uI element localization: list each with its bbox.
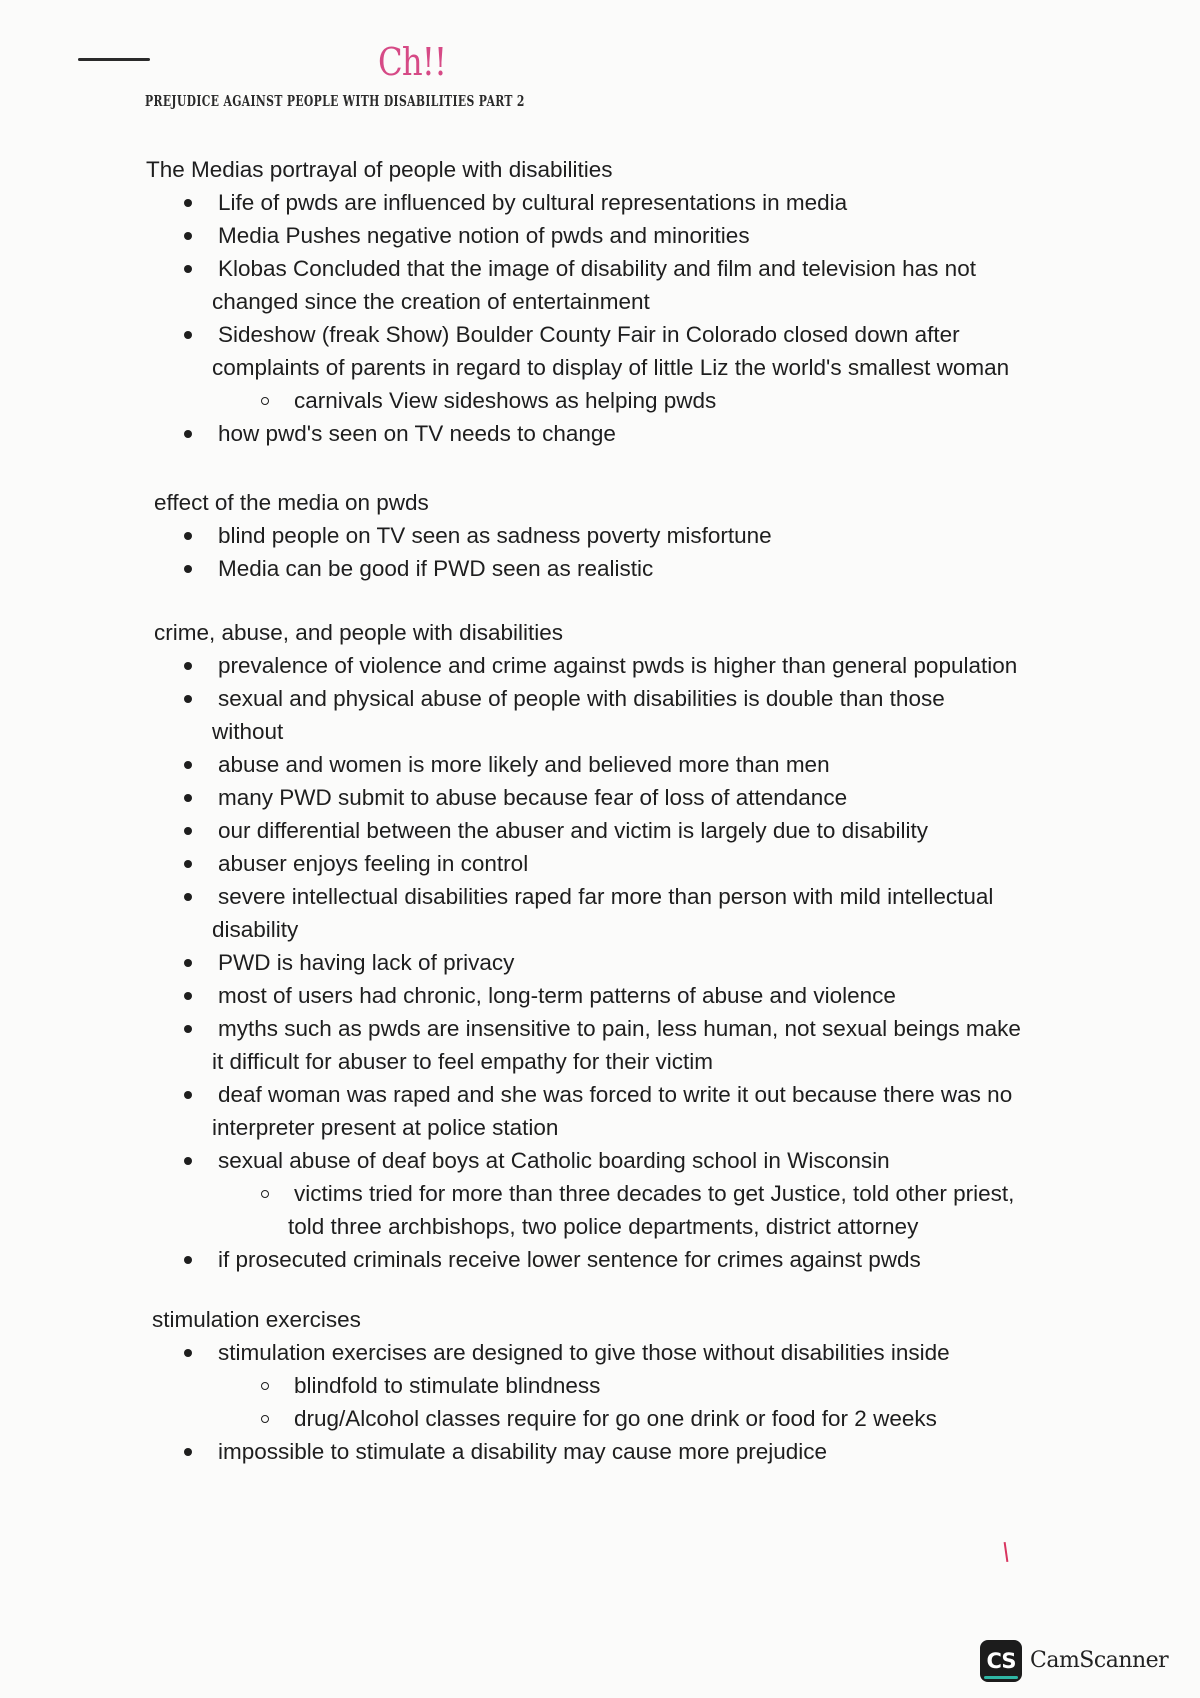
- bullet-item: [212, 1012, 1021, 1078]
- bullet-item: [218, 781, 847, 814]
- bullet-text-line: prevalence of violence and crime against pwds is higher than general population: [218, 653, 1018, 678]
- bullet-text-line: myths such as pwds are insensitive to pain, less human, not sexual beings make: [218, 1016, 1021, 1041]
- bullet-item: [218, 519, 772, 552]
- bullet-text-line: blindfold to stimulate blindness: [294, 1373, 601, 1398]
- bullet-item: [218, 417, 616, 450]
- bullet-item: [218, 979, 896, 1012]
- bullet-text-line: abuse and women is more likely and believed more than men: [218, 752, 830, 777]
- bullet-dot-icon: [184, 1025, 192, 1033]
- bullet-item: [218, 649, 1017, 682]
- bullet-text-line: blind people on TV seen as sadness poverty misfortune: [218, 523, 772, 548]
- bullet-dot-icon: [184, 232, 192, 240]
- bullet-dot-icon: [184, 565, 192, 573]
- bullet-circle-icon: [261, 1415, 269, 1423]
- bullet-text-line: told three archbishops, two police departments, district attorney: [288, 1214, 919, 1239]
- bullet-text-line: changed since the creation of entertainment: [212, 289, 650, 314]
- bullet-text-line: if prosecuted criminals receive lower sentence for crimes against pwds: [218, 1247, 921, 1272]
- sub-bullet-item: [294, 384, 716, 417]
- bullet-item: [212, 1078, 1013, 1144]
- bullet-dot-icon: [184, 695, 192, 703]
- bullet-text-line: interpreter present at police station: [212, 1115, 559, 1140]
- bullet-text-line: it difficult for abuser to feel empathy for their victim: [212, 1049, 714, 1074]
- bullet-item: [218, 186, 847, 219]
- bullet-dot-icon: [184, 761, 192, 769]
- bullet-item: [218, 1435, 827, 1468]
- bullet-item: [218, 946, 514, 979]
- bullet-circle-icon: [261, 1382, 269, 1390]
- bullet-dot-icon: [184, 265, 192, 273]
- bullet-text-line: severe intellectual disabilities raped far more than person with mild intellectual: [218, 884, 994, 909]
- bullet-dot-icon: [184, 860, 192, 868]
- bullet-dot-icon: [184, 1256, 192, 1264]
- bullet-text-line: Sideshow (freak Show) Boulder County Fair in Colorado closed down after: [218, 322, 960, 347]
- section-heading: stimulation exercises: [152, 1307, 361, 1332]
- bullet-text-line: victims tried for more than three decades to get Justice, told other priest,: [294, 1181, 1015, 1206]
- bullet-item: [212, 252, 976, 318]
- sub-bullet-item: [288, 1177, 1015, 1243]
- bullet-dot-icon: [184, 827, 192, 835]
- sub-bullet-item: [294, 1402, 937, 1435]
- bullet-text-line: Media can be good if PWD seen as realistic: [218, 556, 654, 581]
- bullet-item: [218, 814, 928, 847]
- bullet-text-line: PWD is having lack of privacy: [218, 950, 515, 975]
- camscanner-name: CamScanner: [1030, 1648, 1169, 1673]
- bullet-item: [218, 552, 653, 585]
- bullet-item: [212, 682, 945, 748]
- section-heading: The Medias portrayal of people with disabilities: [146, 157, 613, 182]
- bullet-text-line: Klobas Concluded that the image of disability and film and television has not: [218, 256, 976, 281]
- chapter-mark: Ch!!: [378, 40, 447, 84]
- bullet-circle-icon: [261, 1190, 269, 1198]
- bullet-item: [218, 847, 528, 880]
- header-rule: [78, 58, 150, 61]
- bullet-text-line: deaf woman was raped and she was forced to write it out because there was no: [218, 1082, 1013, 1107]
- bullet-dot-icon: [184, 1448, 192, 1456]
- bullet-text-line: carnivals View sideshows as helping pwds: [294, 388, 717, 413]
- pen-mark: [1004, 1542, 1009, 1562]
- bullet-dot-icon: [184, 1349, 192, 1357]
- section-heading: crime, abuse, and people with disabilities: [154, 620, 563, 645]
- bullet-text-line: abuser enjoys feeling in control: [218, 851, 529, 876]
- camscanner-logo-icon: CS: [980, 1640, 1022, 1682]
- bullet-text-line: drug/Alcohol classes require for go one drink or food for 2 weeks: [294, 1406, 937, 1431]
- bullet-item: [218, 219, 750, 252]
- bullet-text-line: impossible to stimulate a disability may cause more prejudice: [218, 1439, 828, 1464]
- sub-bullet-item: [294, 1369, 600, 1402]
- bullet-dot-icon: [184, 331, 192, 339]
- bullet-dot-icon: [184, 430, 192, 438]
- bullet-item: [218, 1336, 950, 1369]
- bullet-dot-icon: [184, 662, 192, 670]
- bullet-dot-icon: [184, 992, 192, 1000]
- bullet-dot-icon: [184, 532, 192, 540]
- bullet-text-line: without: [212, 719, 284, 744]
- bullet-text-line: sexual and physical abuse of people with disabilities is double than those: [218, 686, 945, 711]
- bullet-text-line: stimulation exercises are designed to give those without disabilities inside: [218, 1340, 950, 1365]
- bullet-dot-icon: [184, 1091, 192, 1099]
- bullet-item: [212, 880, 994, 946]
- bullet-text-line: complaints of parents in regard to display of little Liz the world's smallest woman: [212, 355, 1010, 380]
- section-heading: effect of the media on pwds: [154, 490, 429, 515]
- bullet-dot-icon: [184, 893, 192, 901]
- bullet-circle-icon: [261, 397, 269, 405]
- bullet-text-line: disability: [212, 917, 299, 942]
- bullet-dot-icon: [184, 959, 192, 967]
- bullet-text-line: many PWD submit to abuse because fear of loss of attendance: [218, 785, 848, 810]
- bullet-text-line: sexual abuse of deaf boys at Catholic boarding school in Wisconsin: [218, 1148, 890, 1173]
- bullet-item: [212, 318, 1010, 384]
- bullet-item: [218, 1144, 890, 1177]
- bullet-text-line: our differential between the abuser and victim is largely due to disability: [218, 818, 928, 843]
- bullet-dot-icon: [184, 199, 192, 207]
- bullet-text-line: Life of pwds are influenced by cultural representations in media: [218, 190, 848, 215]
- bullet-dot-icon: [184, 1157, 192, 1165]
- bullet-dot-icon: [184, 794, 192, 802]
- document-title: PREJUDICE AGAINST PEOPLE WITH DISABILITIES PART 2: [145, 92, 525, 110]
- bullet-text-line: most of users had chronic, long-term patterns of abuse and violence: [218, 983, 896, 1008]
- bullet-item: [218, 1243, 921, 1276]
- bullet-text-line: Media Pushes negative notion of pwds and minorities: [218, 223, 750, 248]
- bullet-text-line: how pwd's seen on TV needs to change: [218, 421, 616, 446]
- bullet-item: [218, 748, 830, 781]
